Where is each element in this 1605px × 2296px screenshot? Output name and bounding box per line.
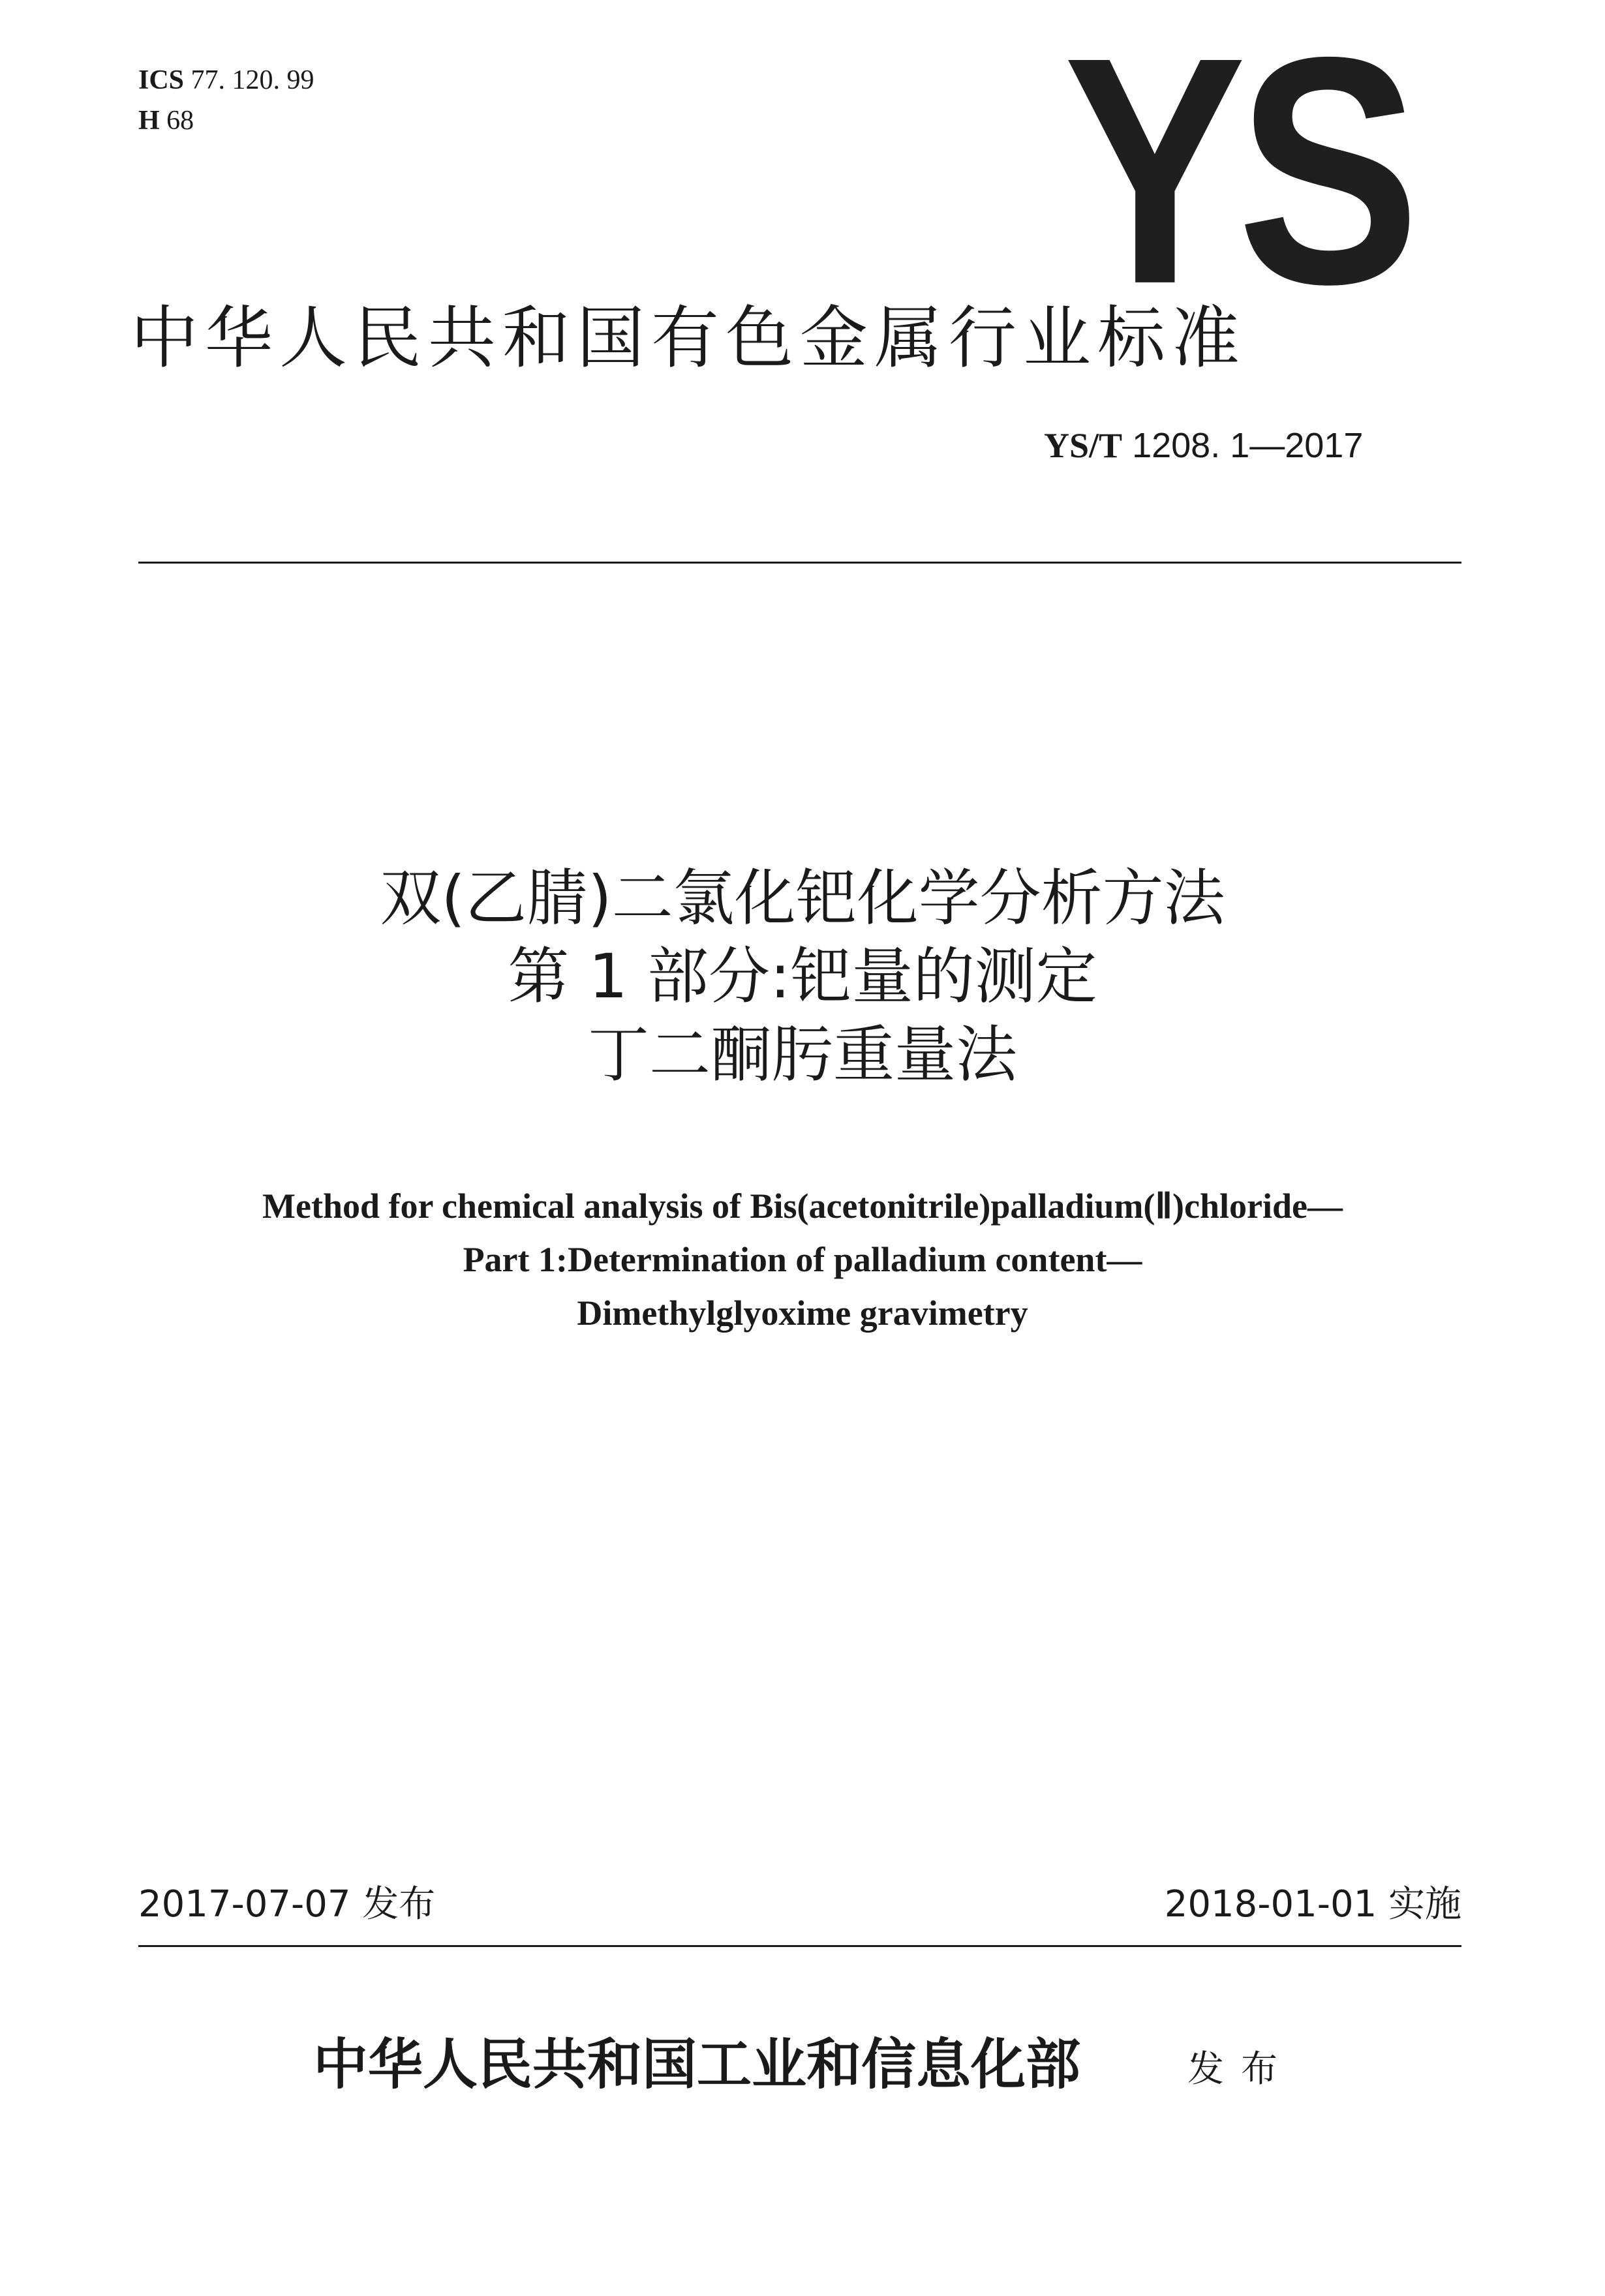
issuing-authority: 中华人民共和国工业和信息化部 bbox=[313, 2032, 1081, 2096]
chinese-title-line-1: 双(乙腈)二氯化钯化学分析方法 bbox=[380, 863, 1225, 934]
bottom-divider bbox=[138, 1945, 1461, 1947]
standard-category-title: 中华人民共和国有色金属行业标准 bbox=[130, 298, 1247, 378]
ics-value: 77. 120. 99 bbox=[191, 65, 314, 95]
ccs-label: H bbox=[138, 106, 160, 136]
release-date: 2017-07-07 发布 bbox=[138, 1883, 436, 1926]
implementation-date: 2018-01-01 实施 bbox=[1164, 1883, 1461, 1926]
ccs-value: 68 bbox=[166, 106, 194, 136]
english-title-line-1: Method for chemical analysis of Bis(acetonitrile)palladium(Ⅱ)chloride— bbox=[262, 1186, 1343, 1226]
issued-label: 发布 bbox=[1187, 2048, 1294, 2091]
english-title bbox=[0, 1179, 1605, 1340]
chinese-title bbox=[0, 860, 1605, 1095]
english-title-line-2: Part 1:Determination of palladium content— bbox=[463, 1240, 1142, 1279]
standard-number-code: YS/T bbox=[1044, 426, 1123, 465]
chinese-title-line-3: 丁二酮肟重量法 bbox=[587, 1020, 1017, 1091]
ccs-code bbox=[138, 100, 314, 141]
top-divider bbox=[138, 562, 1461, 564]
standard-number bbox=[1044, 423, 1363, 468]
standard-number-value: 1208. 1—2017 bbox=[1132, 426, 1364, 465]
chinese-title-line-2: 第 1 部分:钯量的测定 bbox=[508, 941, 1097, 1012]
english-title-line-3: Dimethylglyoxime gravimetry bbox=[577, 1293, 1028, 1333]
classification-codes bbox=[138, 60, 314, 141]
ys-logo: YS bbox=[1063, 0, 1411, 352]
ics-label: ICS bbox=[138, 65, 185, 95]
ics-code bbox=[138, 60, 314, 100]
